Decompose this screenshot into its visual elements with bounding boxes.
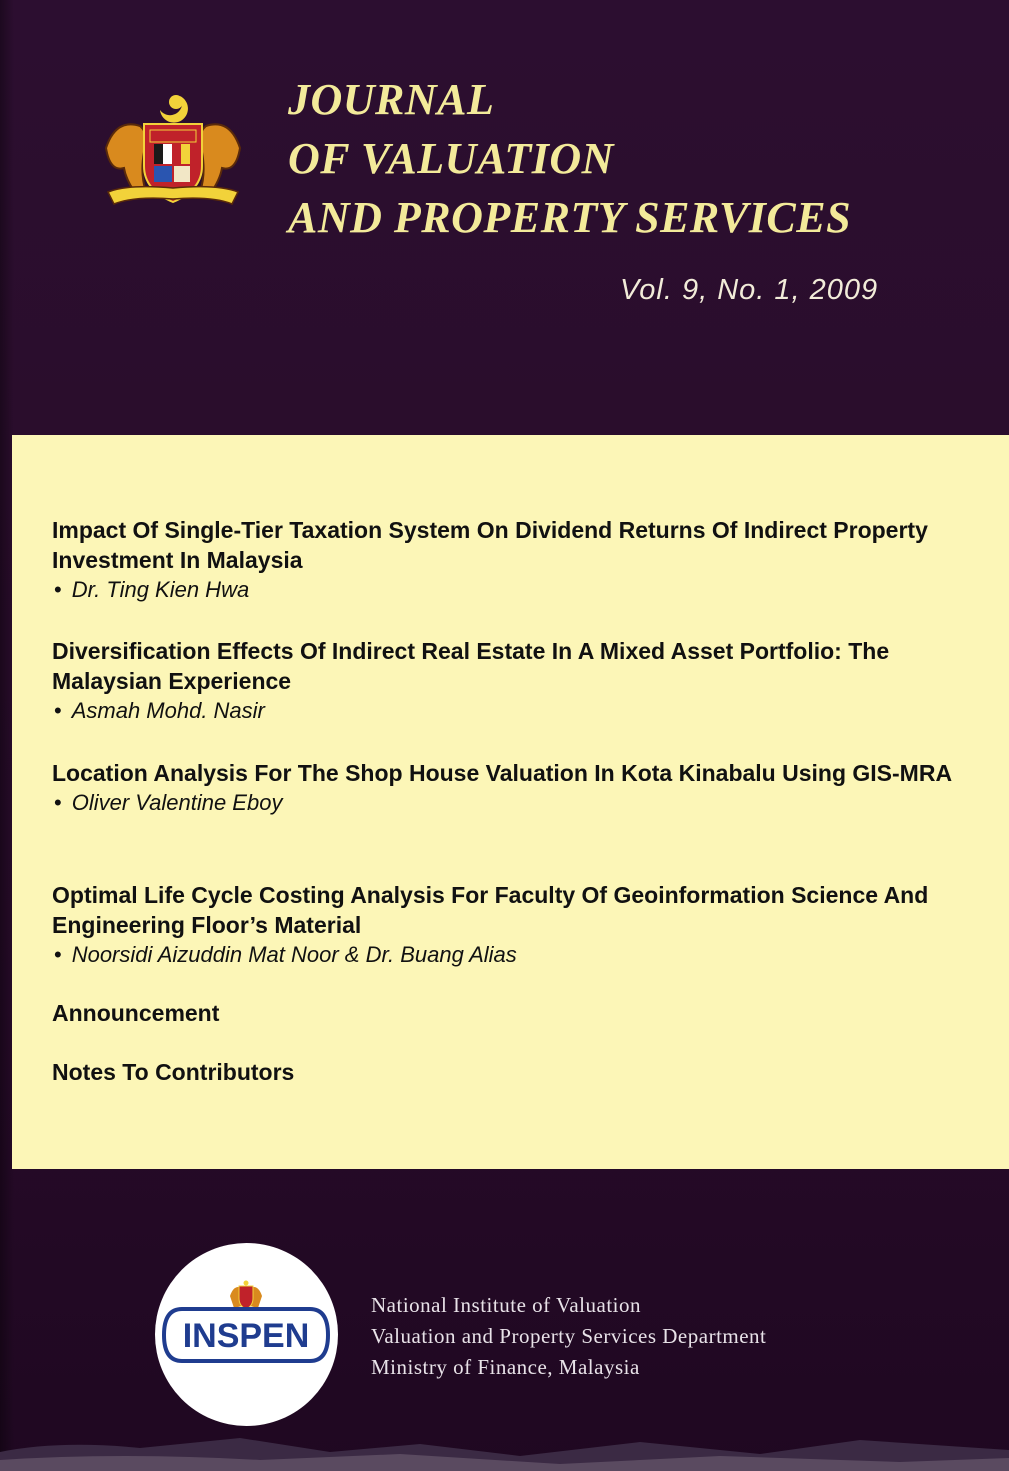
article-title: Impact Of Single-Tier Taxation System On Dividend Returns Of Indirect Property Investment In Malaysia — [52, 517, 928, 573]
journal-title-line: OF VALUATION — [288, 134, 614, 183]
malaysia-coat-of-arms-crest — [98, 88, 248, 216]
journal-title-line: AND PROPERTY SERVICES — [288, 193, 852, 242]
section-announcement: Announcement — [52, 1000, 220, 1026]
article-author-line — [52, 940, 972, 970]
inspen-wordmark — [160, 1303, 332, 1367]
publisher-line: Valuation and Property Services Department — [371, 1324, 767, 1348]
bullet-icon: • — [54, 790, 62, 815]
inspen-logo-text: INSPEN — [182, 1317, 310, 1355]
article-title: Diversification Effects Of Indirect Real Estate In A Mixed Asset Portfolio: The Malaysian Experience — [52, 638, 890, 694]
article-author-line — [52, 696, 972, 726]
article-author: Noorsidi Aizuddin Mat Noor & Dr. Buang Alias — [71, 942, 517, 967]
bullet-icon: • — [54, 942, 62, 967]
article-entry — [52, 515, 972, 605]
landscape-strip — [0, 1430, 1009, 1471]
bullet-icon: • — [54, 698, 62, 723]
article-entry — [52, 880, 972, 970]
publisher-line: Ministry of Finance, Malaysia — [371, 1355, 640, 1379]
article-entry — [52, 636, 972, 726]
article-author: Asmah Mohd. Nasir — [71, 698, 265, 723]
section-notes-to-contributors: Notes To Contributors — [52, 1059, 295, 1085]
publisher-line: National Institute of Valuation — [371, 1293, 641, 1317]
bullet-icon: • — [54, 577, 62, 602]
article-author-line — [52, 788, 972, 818]
article-author: Dr. Ting Kien Hwa — [71, 577, 250, 602]
journal-title — [288, 70, 968, 247]
article-author-line — [52, 575, 972, 605]
article-title: Location Analysis For The Shop House Valuation In Kota Kinabalu Using GIS-MRA — [52, 760, 953, 786]
article-title: Optimal Life Cycle Costing Analysis For Faculty Of Geoinformation Science And Engineering Floor’s Material — [52, 882, 929, 938]
issue-volume-number: Vol. 9, No. 1, 2009 — [620, 274, 879, 306]
publisher-block — [371, 1290, 766, 1383]
journal-title-line: JOURNAL — [288, 75, 495, 124]
article-author: Oliver Valentine Eboy — [71, 790, 283, 815]
article-entry — [52, 758, 972, 818]
